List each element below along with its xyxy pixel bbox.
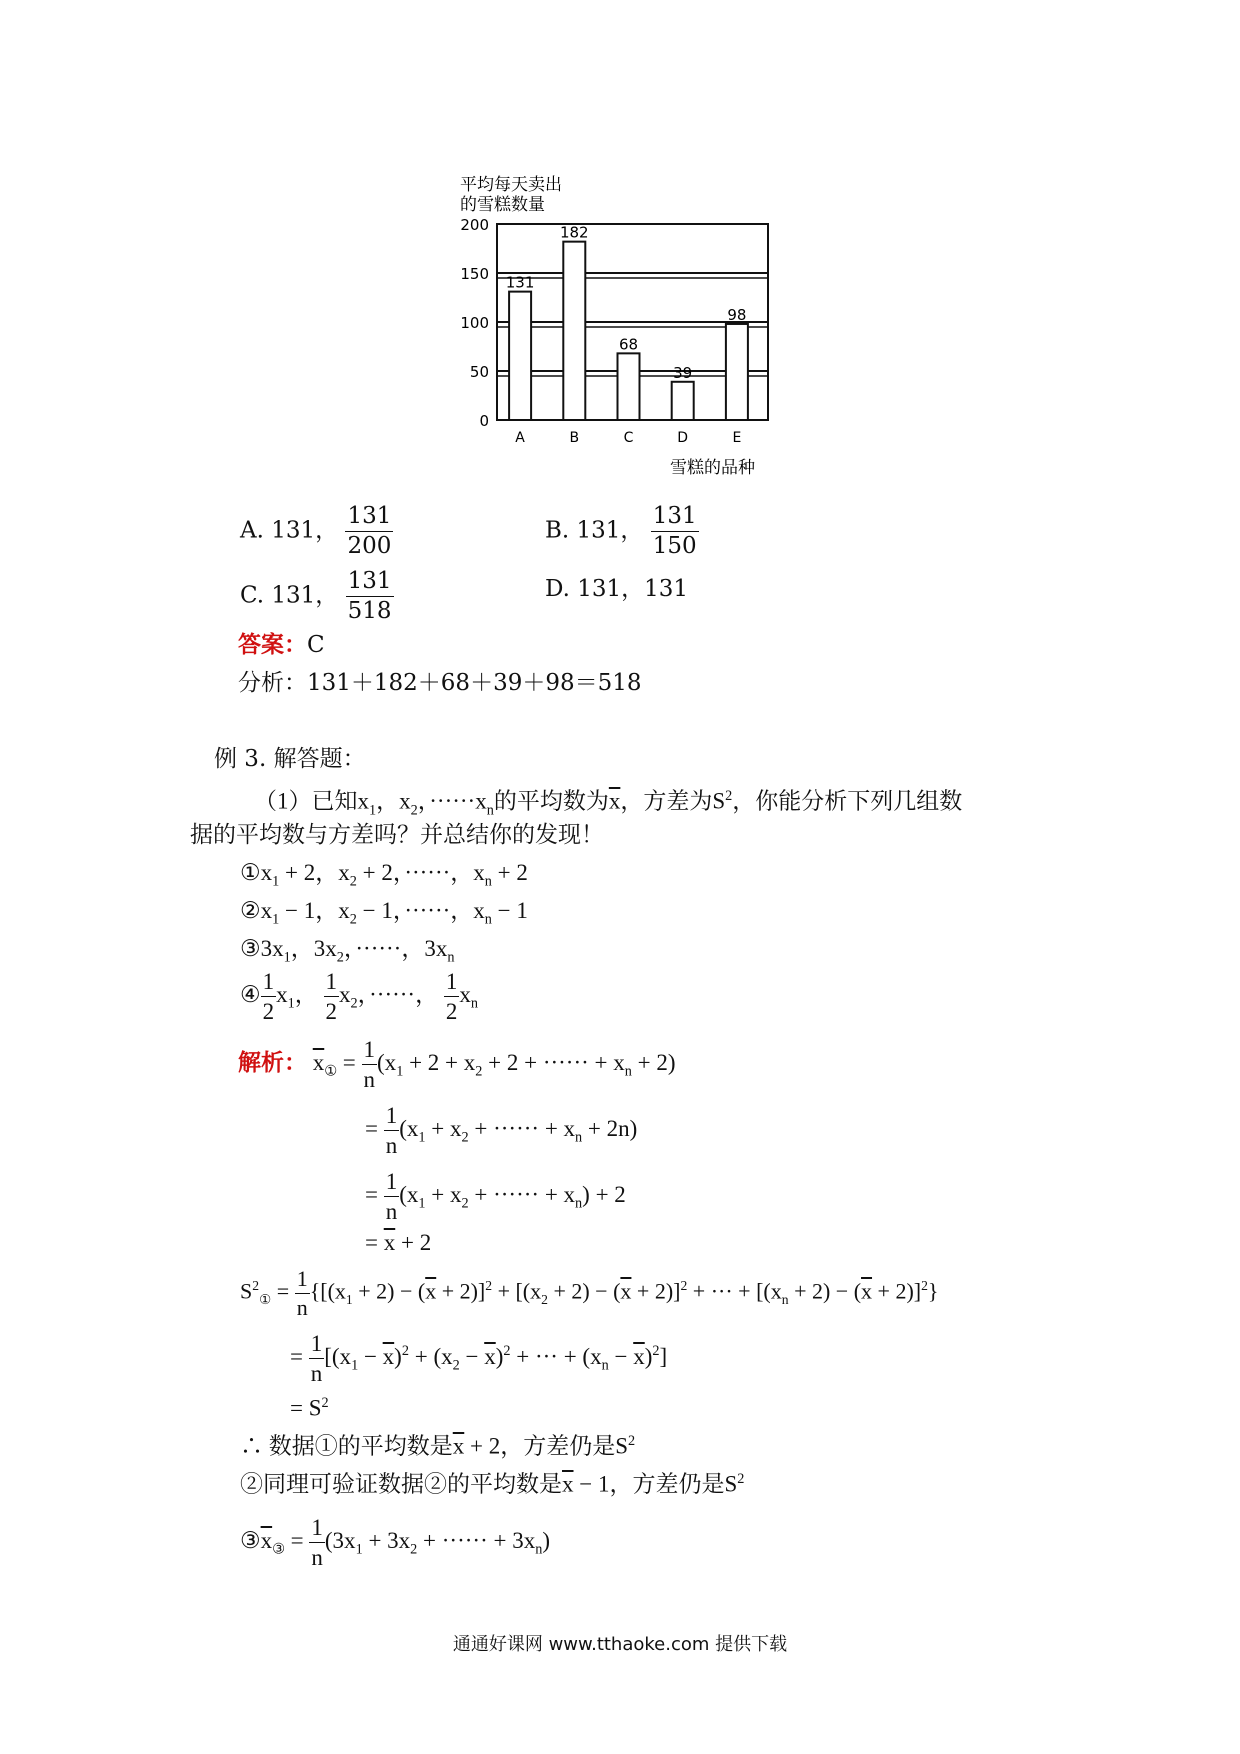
answer-label: 答案： xyxy=(238,631,307,658)
conclusion-2-pre: ②同理可验证数据②的平均数是 xyxy=(240,1471,562,1497)
question-line-2: 据的平均数与方差吗？并总结你的发现！ xyxy=(190,822,604,848)
conclusion-2-post: ，方差仍是 xyxy=(609,1471,725,1497)
dataset-4: ④ $\frac{1}{2}$ $x_1$， $\frac{1}{2}$ $x_2$，······， $\frac{1}{2}$ $x_n$ xyxy=(240,969,478,1024)
question-line-1: （1）已知$x_1$，$x_2$，$\cdot\cdot\cdot\cdot\cdot\cdot x_n$的平均数为$\overline{x}$，方差为$S^2$，你能分析下列几组数 xyxy=(254,788,963,819)
y-tick-label: 0 xyxy=(479,412,489,430)
variance-line-1: $S^2_①$ = $\frac{1}{n}$ {$[(x_1 + 2) - (\overline{x} + 2)]^2 + [(x_2 + 2) - (\overline{x} + 2)]^2$ + ··· + $[(x_n + 2) - (\overline{x} + 2)]^2$} xyxy=(240,1266,939,1320)
answer-line xyxy=(238,630,325,660)
option-c-label: C. 131， xyxy=(240,582,339,609)
bar-B xyxy=(563,242,585,420)
dataset-2: $②x_1 - 1$，$x_2 - 1$，······，$x_n - 1$ xyxy=(240,898,528,928)
x-tick-label: C xyxy=(623,430,634,446)
option-d-label: D. 131，131 xyxy=(545,576,689,602)
dataset-3: $③3x_1$，$3x_2$，······，$3x_n$ xyxy=(240,936,455,966)
bar-E xyxy=(726,324,748,420)
option-b-fraction xyxy=(651,505,699,558)
analysis-line: 分析：131＋182＋68＋39＋98＝518 xyxy=(238,670,642,696)
x-tick-label: A xyxy=(515,430,525,446)
y-tick-label: 100 xyxy=(460,314,489,332)
solution-line-1: 解析： $\overline{x}_①$ = $\frac{1}{n}$ ($x_1 + 2 + x_2 + 2$ + ······ + $x_n + 2$) xyxy=(238,1037,676,1092)
q1-mid: 的平均数为 xyxy=(493,788,609,814)
x-tick-label: B xyxy=(569,430,580,446)
y-tick-label: 50 xyxy=(469,363,489,381)
solution-line-2: = $\frac{1}{n}$ ($x_1 + x_2$ + ······ + $x_n + 2n$) xyxy=(365,1103,638,1158)
x-axis-label: 雪糕的品种 xyxy=(670,458,755,478)
page-footer: 通通好课网 www.tthaoke.com 提供下载 xyxy=(452,1634,788,1655)
solution-label: 解析： xyxy=(238,1049,307,1075)
option-a xyxy=(240,505,393,558)
q1-end: ，你能分析下列几组数 xyxy=(732,788,963,814)
dataset-1: $①x_1 + 2$，$x_2 + 2$，······，$x_n + 2$ xyxy=(240,860,528,890)
conclusion-1-post: ，方差仍是 xyxy=(500,1433,616,1459)
option-a-num: 131 xyxy=(345,505,393,532)
solution-line-3: = $\frac{1}{n}$ ($x_1 + x_2$ + ······ + $x_n) + 2$ xyxy=(365,1169,626,1224)
option-b xyxy=(545,505,699,558)
option-c-fraction xyxy=(346,570,394,623)
conclusion-1: ∴ 数据①的平均数是$\overline{x} + 2$，方差仍是$S^2$ xyxy=(240,1433,636,1459)
conclusion-1-pre: ∴ 数据①的平均数是 xyxy=(240,1433,453,1459)
answer-value: C xyxy=(307,632,325,658)
bar-value-label: 68 xyxy=(618,335,639,354)
example-title: 例 3. 解答题： xyxy=(214,746,366,772)
bar-value-label: 182 xyxy=(559,223,589,242)
chart-title-line2: 的雪糕数量 xyxy=(460,195,545,215)
x-tick-labels xyxy=(515,430,741,446)
x-tick-label: D xyxy=(677,430,689,446)
bar-C xyxy=(618,353,640,420)
bar-chart xyxy=(440,170,800,480)
x-tick-label: E xyxy=(732,430,742,446)
bar-value-label: 98 xyxy=(727,305,747,324)
option-b-label: B. 131， xyxy=(545,517,644,544)
y-tick-label: 150 xyxy=(460,265,489,283)
option-b-num: 131 xyxy=(651,505,699,532)
option-c xyxy=(240,570,394,623)
option-b-den: 150 xyxy=(652,533,697,559)
y-tick-label: 200 xyxy=(460,216,489,234)
option-d xyxy=(545,574,688,604)
solution-line-4: = $\overline{x} + 2$ xyxy=(365,1230,432,1255)
bar-value-label: 39 xyxy=(673,363,693,382)
y-tick-labels xyxy=(460,216,489,430)
bar-A xyxy=(509,292,531,420)
option-c-den: 518 xyxy=(347,598,392,624)
option-c-num: 131 xyxy=(346,570,394,597)
variance-line-2: = $\frac{1}{n}$ [$(x_1 - \overline{x})^2 + (x_2 - \overline{x})^2$ + ··· + $(x_n - \overline{x})^2$] xyxy=(290,1331,668,1386)
option-a-den: 200 xyxy=(347,533,392,559)
bar-D xyxy=(672,382,694,420)
option-a-fraction xyxy=(345,505,393,558)
bar-value-label: 131 xyxy=(505,273,535,292)
solution-line-mean-3: $③\overline{x}_③$ = $\frac{1}{n}$ ($3x_1 + 3x_2$ + ······ + $3x_n$) xyxy=(240,1515,550,1570)
q1-mid2: ，方差为 xyxy=(620,788,713,814)
conclusion-2: ②同理可验证数据②的平均数是$\overline{x} - 1$，方差仍是$S^2$ xyxy=(240,1471,745,1497)
variance-line-3: = $S^2$ xyxy=(290,1395,329,1421)
q1-prefix: （1）已知 xyxy=(254,788,358,814)
option-a-label: A. 131， xyxy=(240,517,339,544)
chart-title-line1: 平均每天卖出 xyxy=(460,175,562,195)
